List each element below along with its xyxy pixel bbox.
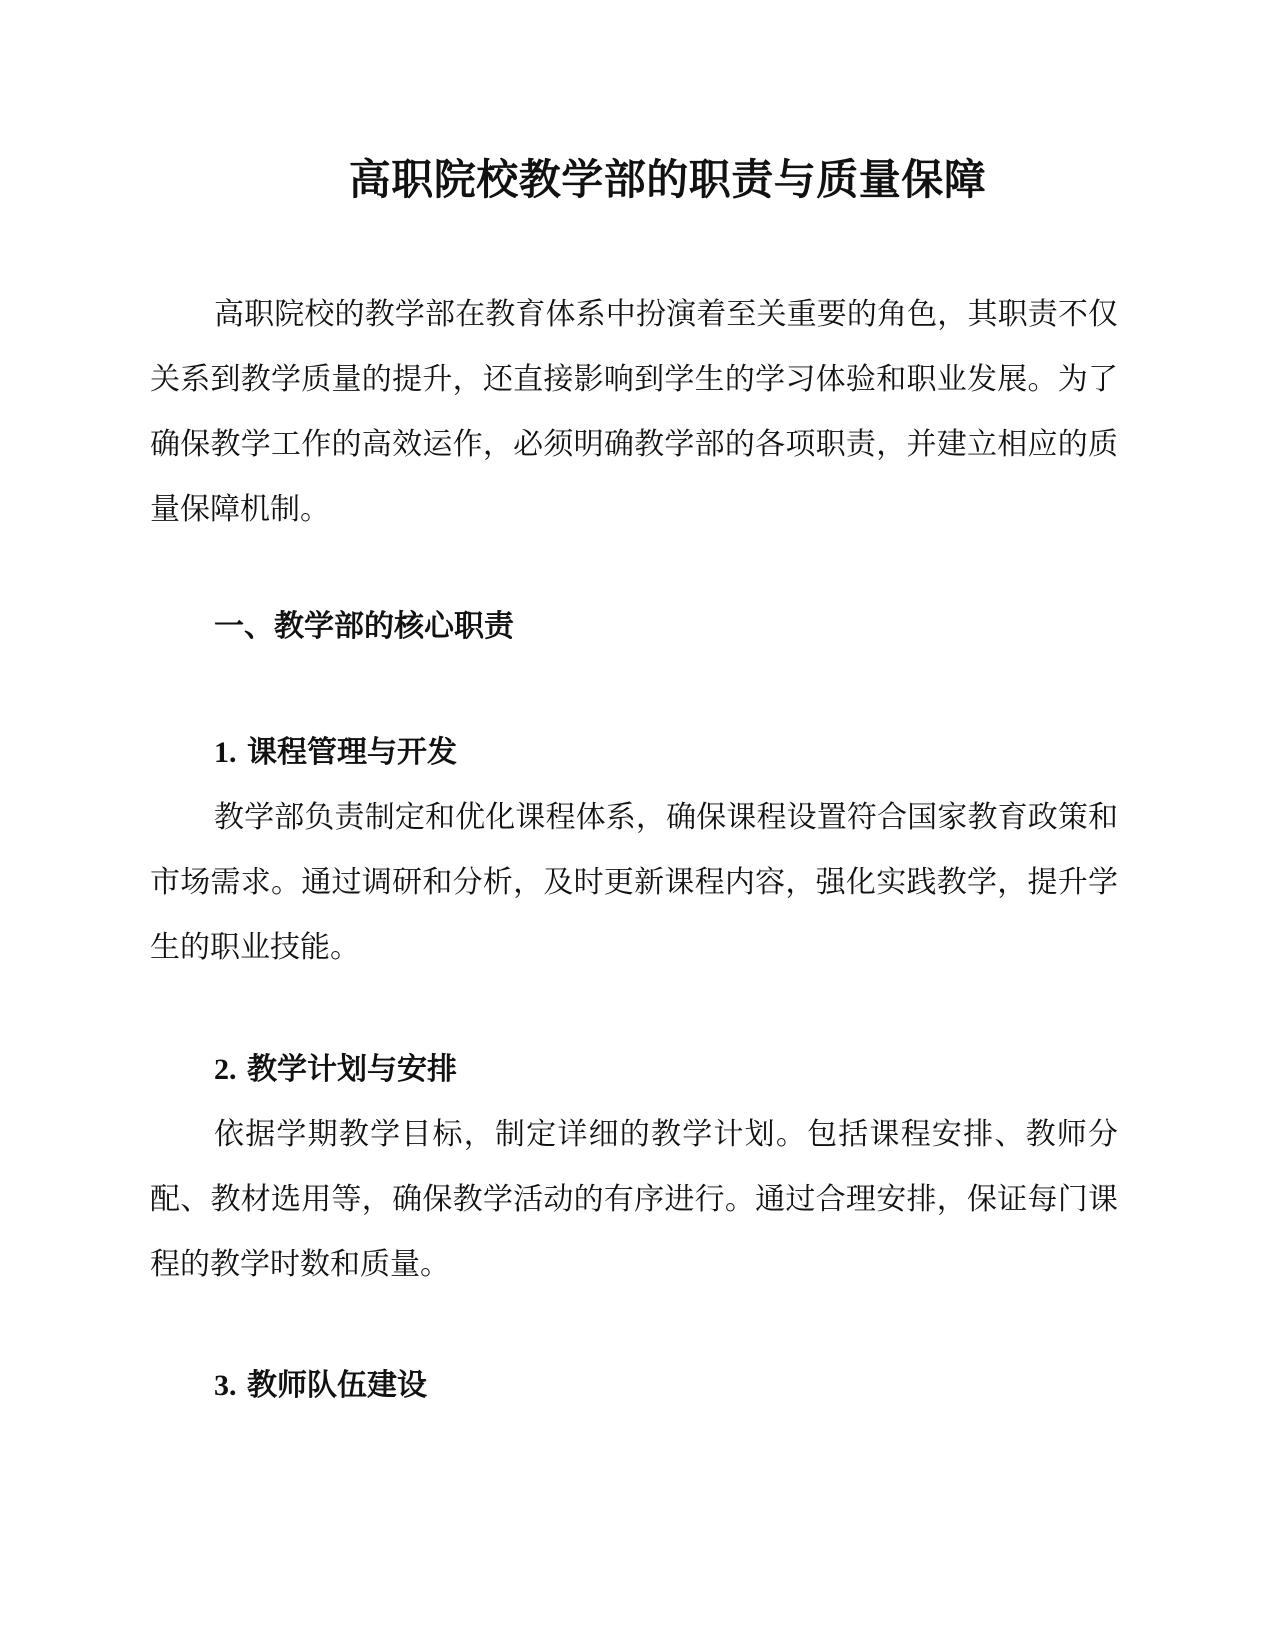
subsection-title: 教学计划与安排 [246,1052,457,1087]
subsection-body-1: 教学部负责制定和优化课程体系，确保课程设置符合国家教育政策和市场需求。通过调研和分析，及时更新课程内容，强化实践教学，提升学生的职业技能。 [150,800,1118,965]
subsection-number: 2. [214,1053,237,1086]
subsection-heading-1 [214,731,457,775]
subsection-title: 课程管理与开发 [246,735,457,770]
subsection-heading-3 [214,1364,427,1408]
subsection-number: 3. [214,1369,237,1402]
subsection-body-2: 依据学期教学目标，制定详细的教学计划。包括课程安排、教师分配、教材选用等，确保教学活动的有序进行。通过合理安排，保证每门课程的教学时数和质量。 [150,1117,1118,1282]
section-heading: 一、教学部的核心职责 [214,609,514,644]
subsection-title: 教师队伍建设 [246,1368,427,1403]
document-title: 高职院校教学部的职责与质量保障 [348,155,987,204]
intro-paragraph: 高职院校的教学部在教育体系中扮演着至关重要的角色，其职责不仅关系到教学质量的提升，还直接影响到学生的学习体验和职业发展。为了确保教学工作的高效运作，必须明确教学部的各项职责，并建立相应的质量保障机制。 [150,297,1118,527]
subsection-number: 1. [214,736,237,769]
subsection-heading-2 [214,1048,457,1092]
